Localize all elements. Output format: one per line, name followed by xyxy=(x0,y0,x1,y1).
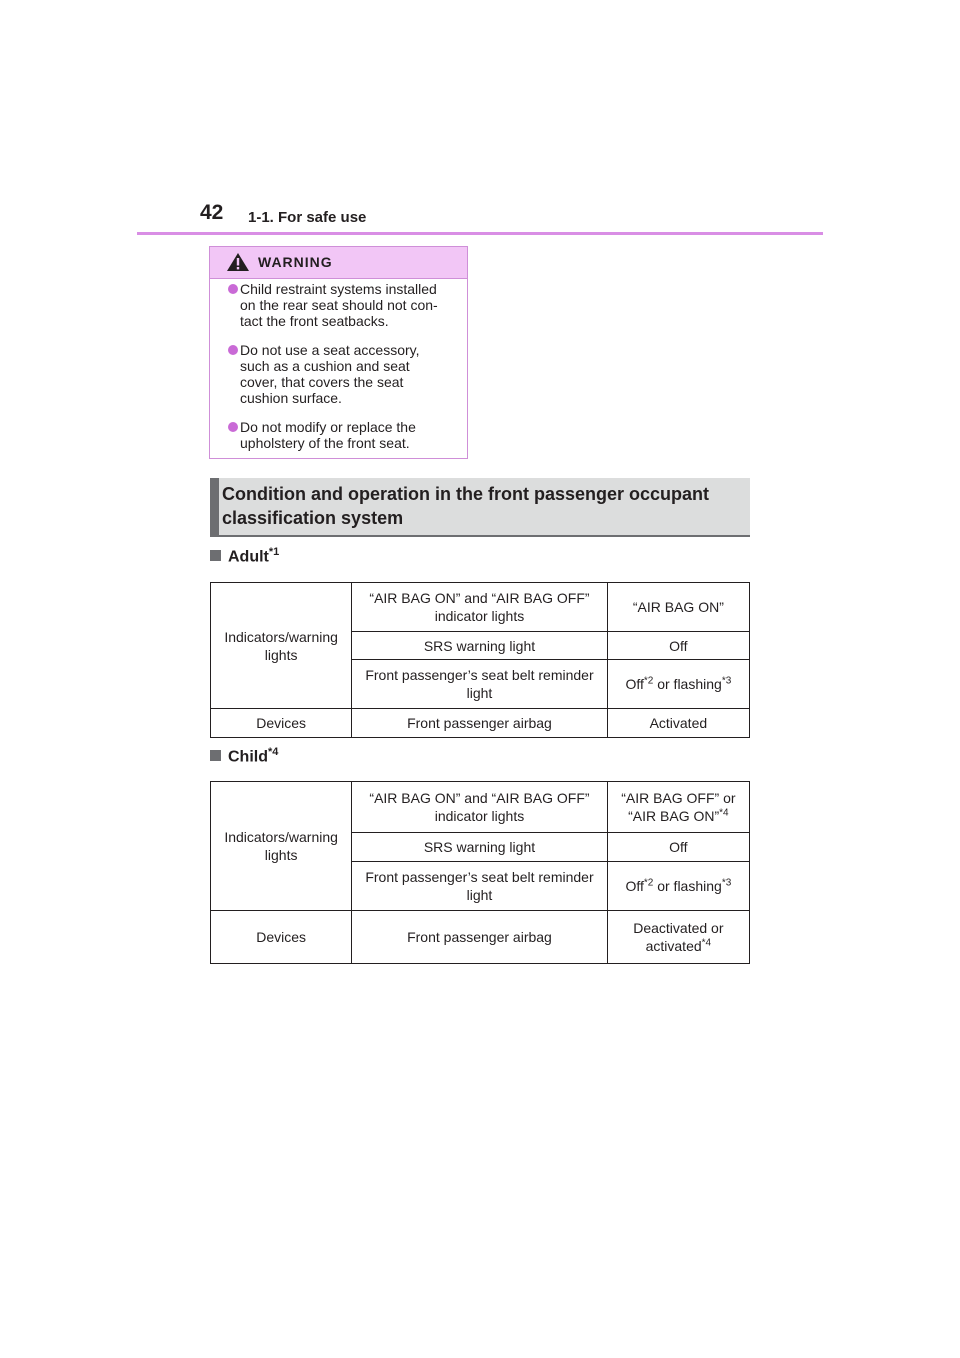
cell-text: Deactivated or xyxy=(633,920,724,936)
section-heading xyxy=(210,478,750,537)
warning-item-text: Do not use a seat accessory, such as a cushion and seat cover, that covers the seat cushion surface. xyxy=(240,342,420,406)
table-cell: Front passenger’s seat belt reminder light xyxy=(352,862,607,911)
footnote-ref: *4 xyxy=(719,807,729,819)
header-rule xyxy=(137,232,823,235)
heading-bar xyxy=(210,478,219,535)
table-row xyxy=(211,911,750,964)
adult-table xyxy=(210,582,750,738)
table-row xyxy=(211,782,750,833)
adult-label: Adult xyxy=(228,548,269,566)
table-cell: “AIR BAG ON” and “AIR BAG OFF” indicator lights xyxy=(352,583,607,632)
cell-text: Off xyxy=(625,878,644,894)
cell-text: Off xyxy=(625,676,644,692)
adult-footnote-ref: *1 xyxy=(268,546,280,558)
warning-header xyxy=(210,247,467,279)
cell-text: “AIR BAG OFF” or xyxy=(621,790,736,806)
cell-text: or flashing xyxy=(653,676,722,692)
bullet-icon xyxy=(228,422,238,432)
table-cell xyxy=(607,660,749,709)
child-footnote-ref: *4 xyxy=(268,746,279,758)
section-heading-text: Condition and operation in the front passenger occupant classification system xyxy=(222,484,710,528)
warning-title: WARNING xyxy=(258,254,333,270)
child-subheading xyxy=(210,746,278,766)
bullet-icon xyxy=(228,345,238,355)
warning-item xyxy=(228,281,468,329)
warning-box xyxy=(209,246,468,459)
adult-subheading xyxy=(210,546,279,566)
table-cell: Devices xyxy=(211,911,352,964)
warning-item-text: Do not modify or replace the upholstery of the front seat. xyxy=(240,419,416,451)
cell-text: or flashing xyxy=(653,878,722,894)
table-cell: Activated xyxy=(607,709,749,738)
child-label: Child xyxy=(228,748,268,766)
section-title: 1-1. For safe use xyxy=(248,209,367,226)
bullet-icon xyxy=(228,284,238,294)
table-cell: Off xyxy=(607,833,749,862)
warning-item xyxy=(228,342,468,406)
footnote-ref: *4 xyxy=(701,937,712,949)
table-cell: “AIR BAG ON” xyxy=(607,583,749,632)
footnote-ref: *3 xyxy=(721,877,732,889)
footnote-ref: *3 xyxy=(721,675,732,687)
table-cell: Devices xyxy=(211,709,352,738)
square-bullet-icon xyxy=(210,550,221,561)
cell-text: activated xyxy=(645,938,702,954)
table-cell: SRS warning light xyxy=(352,632,607,660)
table-cell: Front passenger’s seat belt reminder light xyxy=(352,660,607,709)
table-cell: “AIR BAG ON” and “AIR BAG OFF” indicator lights xyxy=(352,782,607,833)
warning-item xyxy=(228,419,468,451)
table-cell xyxy=(607,782,749,833)
warning-item-text: Child restraint systems installed on the rear seat should not con- tact the front seatbacks. xyxy=(240,281,438,329)
table-cell xyxy=(607,862,749,911)
table-cell xyxy=(607,911,749,964)
square-bullet-icon xyxy=(210,750,221,761)
table-row xyxy=(211,709,750,738)
footnote-ref: *2 xyxy=(643,877,654,889)
child-table xyxy=(210,781,750,964)
cell-text: “AIR BAG ON” xyxy=(628,808,720,824)
warning-triangle-icon xyxy=(226,252,250,272)
table-cell: Off xyxy=(607,632,749,660)
table-cell: Front passenger airbag xyxy=(352,709,607,738)
table-cell: Indicators/warning lights xyxy=(211,583,352,709)
table-cell: Indicators/warning lights xyxy=(211,782,352,911)
table-row xyxy=(211,583,750,632)
table-cell: SRS warning light xyxy=(352,833,607,862)
table-cell: Front passenger airbag xyxy=(352,911,607,964)
footnote-ref: *2 xyxy=(643,675,654,687)
page-number: 42 xyxy=(200,201,224,224)
